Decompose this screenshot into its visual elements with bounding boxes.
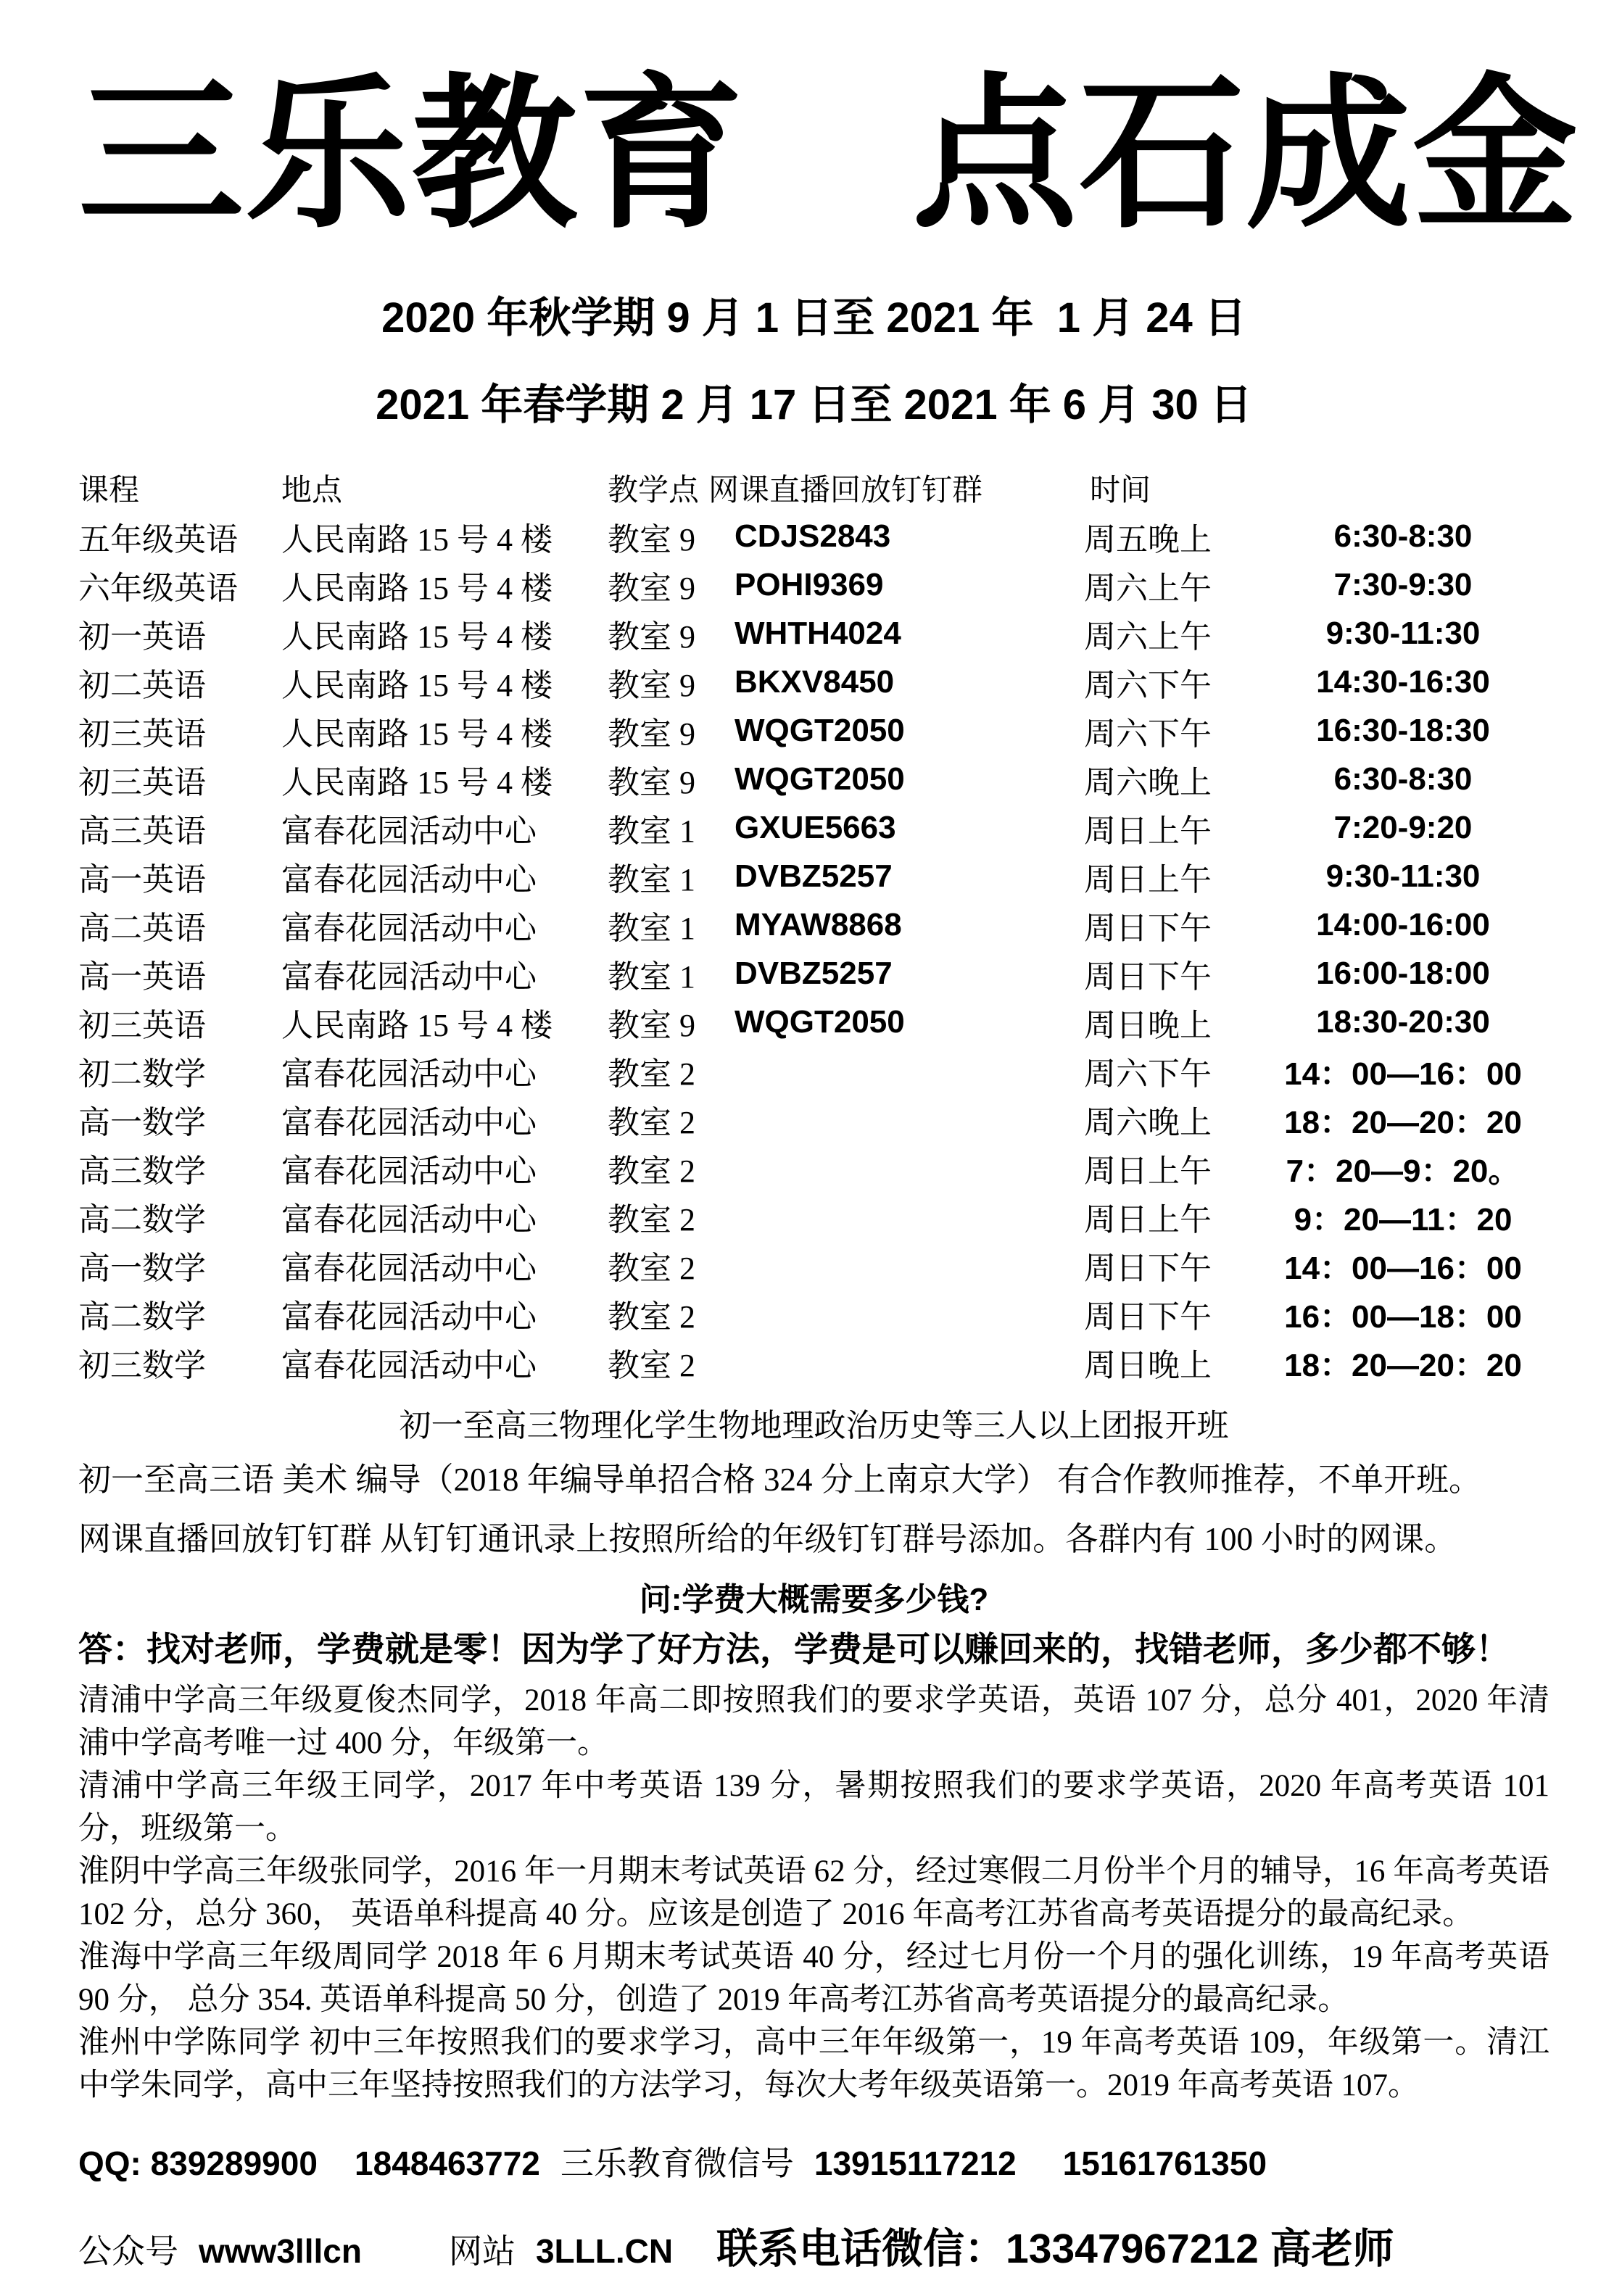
location-cell: 富春花园活动中心: [281, 958, 537, 995]
notes: [78, 1399, 1549, 1566]
location-cell: 人民南路 15 号 4 楼: [281, 618, 553, 655]
course-cell: 初一英语: [78, 618, 206, 655]
testimonial: 淮海中学高三年级周同学 2018 年 6 月期末考试英语 40 分，经过七月份一个月的强化训练，19 年高考英语 90 分， 总分 354. 英语单科提高 50 分，创造了 2019 年高考江苏省高考英语提分的最高纪录。: [78, 1940, 1549, 2017]
table-row: [78, 512, 1549, 560]
room-cell: 教室 1: [608, 861, 695, 898]
time-cell: 14:00-16:00: [1316, 906, 1490, 942]
time-cell: 9:30-11:30: [1325, 858, 1481, 894]
table-row: [78, 1046, 1549, 1095]
art-course-note: 初一至高三语 美术 编导（2018 年编导单招合格 324 分上南京大学） 有合作教师推荐，不单开班。: [78, 1462, 1482, 1498]
room-cell: 教室 2: [608, 1298, 695, 1335]
location-cell: 富春花园活动中心: [281, 813, 537, 849]
time-cell: 7:30-9:30: [1333, 566, 1473, 602]
course-cell: 五年级英语: [78, 521, 238, 558]
day-cell: 周日下午: [1084, 910, 1212, 946]
time-cell: 6:30-8:30: [1333, 518, 1473, 554]
day-cell: 周日下午: [1084, 958, 1212, 995]
day-cell: 周日晚上: [1084, 1347, 1212, 1383]
testimonials: [78, 1679, 1549, 2107]
course-cell: 高三数学: [78, 1153, 206, 1189]
table-row: [78, 609, 1549, 658]
table-row: [78, 1240, 1549, 1289]
room-cell: 教室 9: [608, 618, 695, 655]
dingtalk-group-cell: GXUE5663: [735, 809, 896, 845]
day-cell: 周日晚上: [1084, 1007, 1212, 1043]
location-cell: 富春花园活动中心: [281, 910, 537, 946]
location-cell: 富春花园活动中心: [281, 1201, 537, 1238]
day-cell: 周六下午: [1084, 1056, 1212, 1092]
location-cell: 人民南路 15 号 4 楼: [281, 764, 553, 800]
testimonial: 清浦中学高三年级夏俊杰同学，2018 年高二即按照我们的要求学英语，英语 107 分，总分 401，2020 年清浦中学高考唯一过 400 分，年级第一。: [78, 1683, 1549, 1760]
course-cell: 高一英语: [78, 861, 206, 898]
location-cell: 富春花园活动中心: [281, 1250, 537, 1286]
header-dingtalk-group: 网课直播回放钉钉群: [708, 473, 983, 507]
table-row: [78, 949, 1549, 998]
room-cell: 教室 2: [608, 1347, 695, 1383]
course-cell: 初三数学: [78, 1347, 206, 1383]
time-cell: 9：20—11：20: [1294, 1201, 1513, 1238]
course-cell: 六年级英语: [78, 570, 238, 606]
wechat-label: 三乐教育微信号: [560, 2145, 794, 2182]
time-cell: 9:30-11:30: [1325, 615, 1481, 651]
day-cell: 周五晚上: [1084, 521, 1212, 558]
location-cell: 富春花园活动中心: [281, 1056, 537, 1092]
course-cell: 高一数学: [78, 1250, 206, 1286]
public-account-label: 公众号: [78, 2233, 178, 2270]
contact-line-qq: [78, 2137, 1549, 2185]
course-cell: 高三英语: [78, 813, 206, 849]
header-course: 课程: [78, 473, 140, 507]
location-cell: 人民南路 15 号 4 楼: [281, 521, 553, 558]
room-cell: 教室 9: [608, 1007, 695, 1043]
room-cell: 教室 1: [608, 958, 695, 995]
room-cell: 教室 9: [608, 521, 695, 558]
time-cell: 7：20—9：20。: [1286, 1153, 1520, 1189]
room-cell: 教室 1: [608, 813, 695, 849]
location-cell: 富春花园活动中心: [281, 1298, 537, 1335]
table-row: [78, 1143, 1549, 1192]
table-row: [78, 1338, 1549, 1386]
location-cell: 人民南路 15 号 4 楼: [281, 570, 553, 606]
day-cell: 周日上午: [1084, 861, 1212, 898]
group-enroll-note: 初一至高三物理化学生物地理政治历史等三人以上团报开班: [399, 1408, 1229, 1443]
wechat-numbers: 13915117212 15161761350: [814, 2144, 1267, 2182]
dingtalk-group-cell: DVBZ5257: [735, 858, 893, 894]
header-location: 地点: [281, 473, 343, 507]
room-cell: 教室 2: [608, 1250, 695, 1286]
time-cell: 16:00-18:00: [1316, 955, 1490, 991]
time-cell: 14:30-16:30: [1316, 663, 1490, 700]
location-cell: 人民南路 15 号 4 楼: [281, 716, 553, 752]
room-cell: 教室 2: [608, 1056, 695, 1092]
dingtalk-group-cell: WHTH4024: [735, 615, 901, 651]
location-cell: 富春花园活动中心: [281, 1153, 537, 1189]
room-cell: 教室 1: [608, 910, 695, 946]
semester-dates: [78, 283, 1549, 431]
table-row: [78, 706, 1549, 755]
location-cell: 人民南路 15 号 4 楼: [281, 1007, 553, 1043]
course-cell: 初二数学: [78, 1056, 206, 1092]
room-cell: 教室 9: [608, 570, 695, 606]
day-cell: 周六下午: [1084, 716, 1212, 752]
time-cell: 16：00—18：00: [1284, 1298, 1522, 1335]
course-cell: 初三英语: [78, 764, 206, 800]
room-cell: 教室 2: [608, 1104, 695, 1140]
day-cell: 周六晚上: [1084, 764, 1212, 800]
time-cell: 18:30-20:30: [1316, 1003, 1490, 1040]
table-row: [78, 852, 1549, 900]
course-cell: 初三英语: [78, 716, 206, 752]
dingtalk-group-cell: DVBZ5257: [735, 955, 893, 991]
testimonial: 清浦中学高三年级王同学，2017 年中考英语 139 分，暑期按照我们的要求学英语，2020 年高考英语 101 分，班级第一。: [78, 1769, 1549, 1846]
site-label: 网站: [448, 2233, 516, 2270]
room-cell: 教室 9: [608, 667, 695, 703]
time-cell: 6:30-8:30: [1333, 761, 1473, 797]
table-row: [78, 560, 1549, 609]
qa-question: 问:学费大概需要多少钱?: [639, 1582, 989, 1617]
qa-answer: 答：找对老师，学费就是零！因为学了好方法，学费是可以赚回来的，找错老师，多少都不够！: [78, 1630, 1510, 1668]
testimonial: 淮州中学陈同学 初中三年按照我们的要求学习，高中三年年级第一，19 年高考英语 109，年级第一。清江中学朱同学，高中三年坚持按照我们的方法学习，每次大考年级英语第一。2019 年高考英语 107。: [78, 2026, 1549, 2102]
course-cell: 初三英语: [78, 1007, 206, 1043]
table-row: [78, 755, 1549, 803]
dingtalk-group-cell: WQGT2050: [735, 1003, 905, 1040]
course-cell: 高二英语: [78, 910, 206, 946]
day-cell: 周日上午: [1084, 1201, 1212, 1238]
schedule-table: [78, 463, 1549, 1386]
dingtalk-group-cell: POHI9369: [735, 566, 884, 602]
dingtalk-group-cell: BKXV8450: [735, 663, 895, 700]
dingtalk-group-cell: CDJS2843: [735, 518, 891, 554]
day-cell: 周六上午: [1084, 570, 1212, 606]
table-row: [78, 998, 1549, 1046]
time-cell: 16:30-18:30: [1316, 712, 1490, 748]
header-room: 教学点: [608, 473, 700, 507]
dingtalk-note: 网课直播回放钉钉群 从钉钉通讯录上按照所给的年级钉钉群号添加。各群内有 100 小时的网课。: [78, 1521, 1457, 1557]
table-row: [78, 658, 1549, 706]
public-account: www3lllcn: [199, 2232, 362, 2270]
fall-semester-dates: 2020 年秋学期 9 月 1 日至 2021 年 1 月 24 日: [381, 294, 1246, 341]
course-cell: 高二数学: [78, 1201, 206, 1238]
room-cell: 教室 2: [608, 1201, 695, 1238]
dingtalk-group-cell: WQGT2050: [735, 712, 905, 748]
day-cell: 周日上午: [1084, 1153, 1212, 1189]
dingtalk-group-cell: MYAW8868: [735, 906, 902, 942]
table-row: [78, 803, 1549, 852]
time-cell: 14：00—16：00: [1284, 1056, 1522, 1092]
schedule-rows: [78, 512, 1549, 1386]
location-cell: 富春花园活动中心: [281, 861, 537, 898]
day-cell: 周六下午: [1084, 667, 1212, 703]
hotline: 联系电话微信：13347967212 高老师: [716, 2226, 1394, 2272]
spring-semester-dates: 2021 年春学期 2 月 17 日至 2021 年 6 月 30 日: [376, 381, 1252, 428]
course-cell: 初二英语: [78, 667, 206, 703]
room-cell: 教室 9: [608, 764, 695, 800]
course-cell: 高二数学: [78, 1298, 206, 1335]
site-url: 3LLL.CN: [535, 2232, 674, 2270]
table-row: [78, 1192, 1549, 1240]
day-cell: 周日上午: [1084, 813, 1212, 849]
day-cell: 周六晚上: [1084, 1104, 1212, 1140]
table-row: [78, 1095, 1549, 1143]
room-cell: 教室 2: [608, 1153, 695, 1189]
day-cell: 周日下午: [1084, 1298, 1212, 1335]
location-cell: 富春花园活动中心: [281, 1347, 537, 1383]
course-cell: 高一数学: [78, 1104, 206, 1140]
schedule-header: [78, 463, 1549, 512]
dingtalk-group-cell: WQGT2050: [735, 761, 905, 797]
time-cell: 14：00—16：00: [1284, 1250, 1522, 1286]
time-cell: 7:20-9:20: [1333, 809, 1473, 845]
day-cell: 周日下午: [1084, 1250, 1212, 1286]
location-cell: 人民南路 15 号 4 楼: [281, 667, 553, 703]
time-cell: 18：20—20：20: [1284, 1347, 1522, 1383]
room-cell: 教室 9: [608, 716, 695, 752]
table-row: [78, 1289, 1549, 1338]
day-cell: 周六上午: [1084, 618, 1212, 655]
page-title: 三乐教育 点石成金: [78, 57, 1579, 251]
contact-line-web: [78, 2216, 1549, 2275]
location-cell: 富春花园活动中心: [281, 1104, 537, 1140]
qq-numbers: QQ: 839289900 1848463772: [78, 2144, 540, 2182]
testimonial: 淮阴中学高三年级张同学，2016 年一月期末考试英语 62 分，经过寒假二月份半个月的辅导，16 年高考英语 102 分，总分 360， 英语单科提高 40 分。应该是创造了 2016 年高考江苏省高考英语提分的最高纪录。: [78, 1854, 1549, 1931]
table-row: [78, 900, 1549, 949]
time-cell: 18：20—20：20: [1284, 1104, 1522, 1140]
header-time: 时间: [1090, 473, 1151, 507]
course-cell: 高一英语: [78, 958, 206, 995]
